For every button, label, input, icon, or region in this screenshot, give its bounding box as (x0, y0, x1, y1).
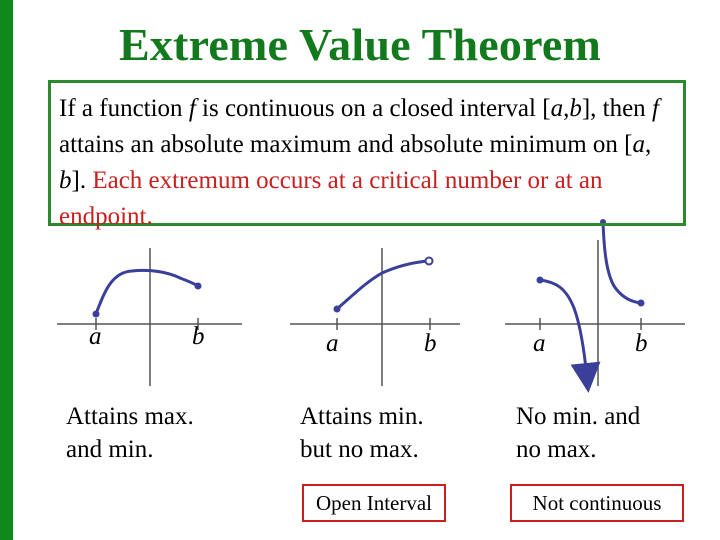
theorem-text-1: If a function (59, 95, 189, 122)
graph1-caption-line2: and min. (66, 436, 154, 463)
theorem-highlight-text: Each extremum occurs at a critical number or at an endpoint. (59, 167, 603, 230)
graph2-closed-endpoint-a (334, 306, 341, 313)
graph2-a-label: a (326, 330, 339, 357)
graph3-b-label: b (635, 330, 648, 357)
graph3-endpoint-a (537, 277, 544, 284)
graph1-endpoint-a (93, 311, 100, 318)
theorem-f-symbol-2: f (651, 95, 659, 122)
theorem-a-symbol-2: a (632, 131, 646, 158)
theorem-text-2: is continuous on a closed interval [ (195, 95, 551, 122)
graph2-caption-line1: Attains min. (300, 403, 424, 430)
graph1-a-label: a (89, 323, 102, 350)
graph1-caption-line1: Attains max. (66, 403, 194, 430)
graph2-b-label: b (424, 330, 437, 357)
graph3-caption-line2: no max. (516, 436, 597, 463)
graph2-note-box: Open Interval (302, 484, 446, 522)
graph3-left-branch (540, 280, 587, 378)
graph2-caption-line2: but no max. (300, 436, 419, 463)
theorem-statement-box (48, 80, 686, 230)
slide-title: Extreme Value Theorem (118, 19, 602, 70)
graph3-caption (516, 400, 640, 466)
theorem-b-symbol-2: b (59, 167, 72, 194)
theorem-text-4: attains an absolute maximum and absolute minimum on [ (59, 131, 633, 158)
graph1-caption (66, 400, 194, 466)
theorem-text-5: ]. (71, 167, 93, 194)
theorem-text-3: ], then (581, 95, 652, 122)
graph1-curve (96, 270, 198, 314)
graph2-open-endpoint-b (426, 258, 433, 265)
theorem-comma-1: , (563, 95, 570, 122)
graph3-endpoint-b (638, 300, 645, 307)
graph3-right-branch (603, 222, 641, 303)
graph1-b-label: b (192, 323, 205, 350)
graph3-a-label: a (533, 330, 546, 357)
graph2-curve (337, 261, 429, 309)
graph1-endpoint-b (195, 283, 202, 290)
theorem-b-symbol-1: b (569, 95, 582, 122)
theorem-comma-2: , (645, 131, 652, 158)
graph3-note-box: Not continuous (510, 484, 684, 522)
left-accent-bar (0, 0, 13, 540)
graph2-caption (300, 400, 424, 466)
graph3-caption-line1: No min. and (516, 403, 641, 430)
theorem-f-symbol-1: f (188, 95, 196, 122)
theorem-a-symbol-1: a (550, 95, 564, 122)
